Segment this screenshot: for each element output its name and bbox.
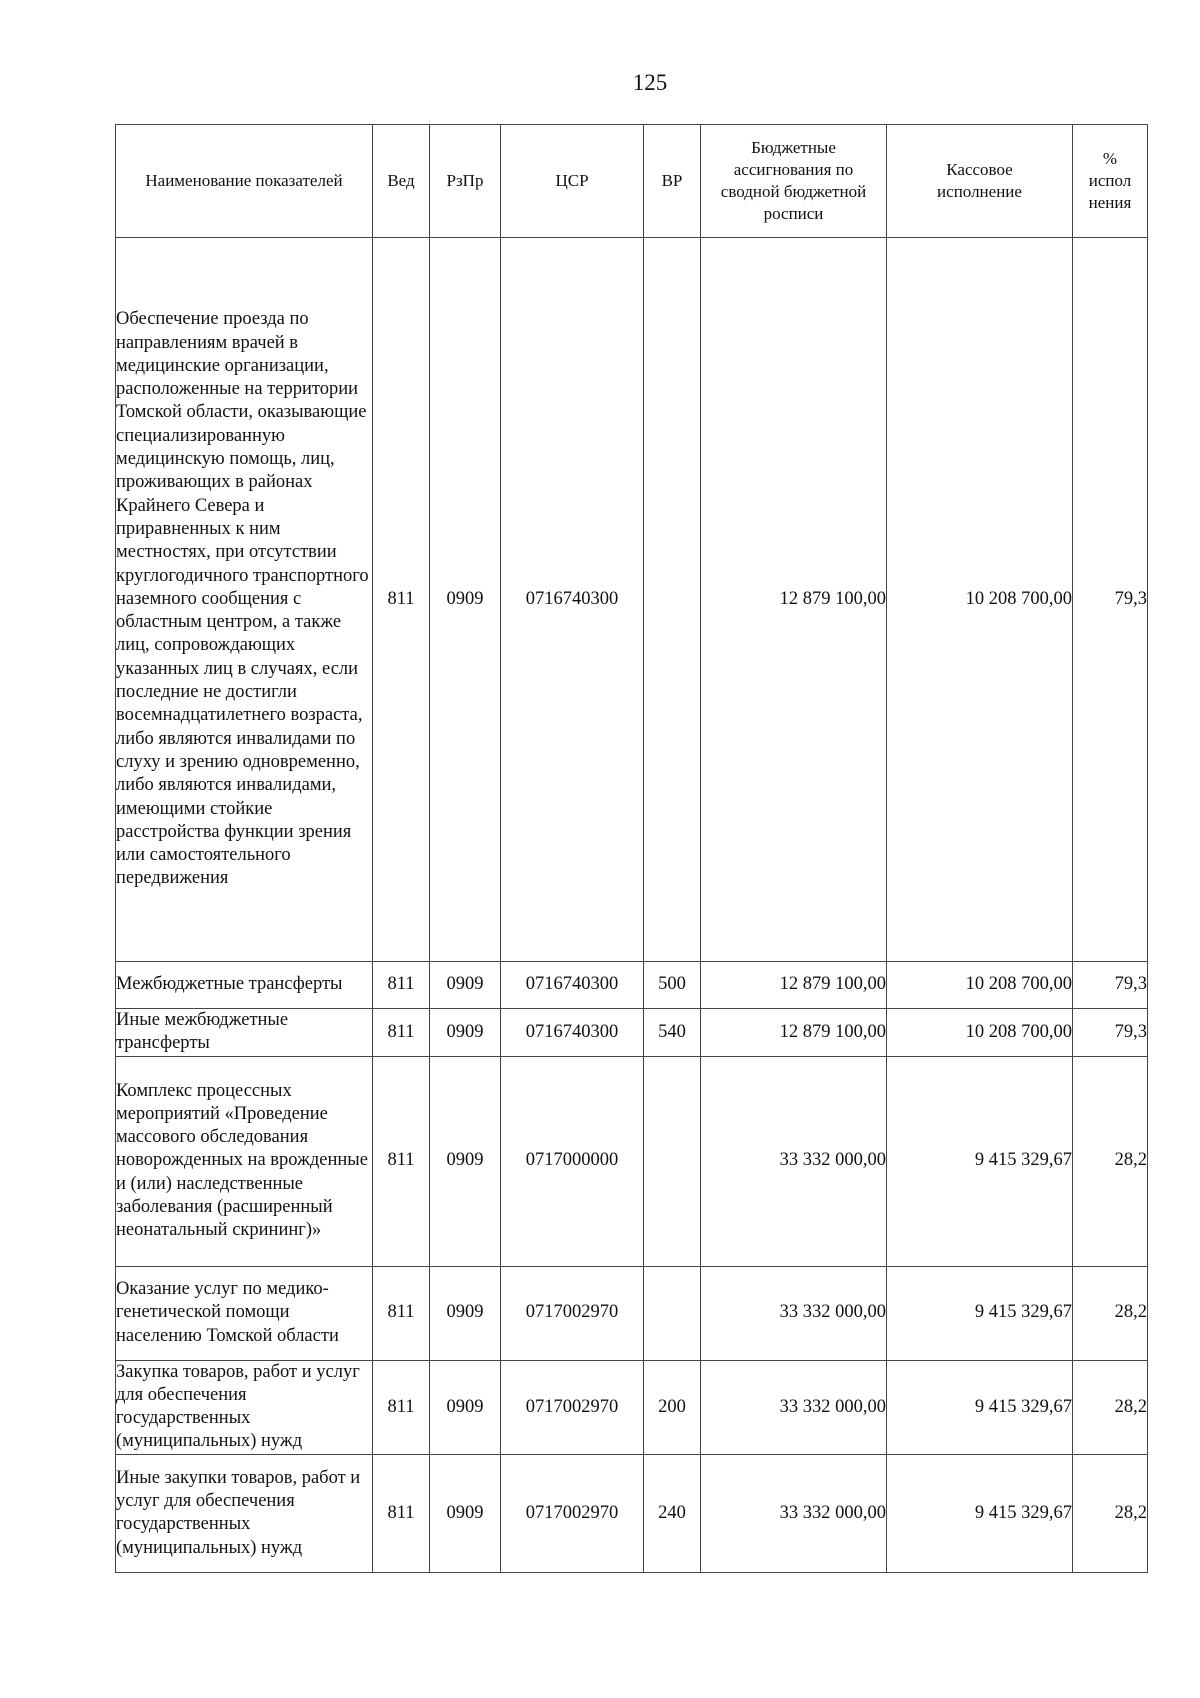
row-vr: 500 (644, 962, 701, 1009)
row-cash: 9 415 329,67 (887, 1360, 1073, 1454)
row-rzpr: 0909 (430, 238, 501, 962)
row-cash: 10 208 700,00 (887, 1009, 1073, 1057)
header-budget: Бюджетные ассигнования по сводной бюджетной росписи (701, 125, 887, 238)
header-rzpr: РзПр (430, 125, 501, 238)
row-percent: 28,2 (1073, 1454, 1148, 1572)
row-ved: 811 (373, 1009, 430, 1057)
row-rzpr: 0909 (430, 1056, 501, 1266)
row-budget: 12 879 100,00 (701, 962, 887, 1009)
row-rzpr: 0909 (430, 962, 501, 1009)
table-row (116, 1009, 1148, 1057)
row-ved: 811 (373, 1360, 430, 1454)
row-csr: 0716740300 (501, 238, 644, 962)
row-csr: 0717002970 (501, 1360, 644, 1454)
row-percent: 79,3 (1073, 962, 1148, 1009)
row-name: Межбюджетные трансферты (116, 962, 373, 1009)
row-csr: 0716740300 (501, 1009, 644, 1057)
row-ved: 811 (373, 1266, 430, 1360)
row-ved: 811 (373, 962, 430, 1009)
row-vr (644, 1056, 701, 1266)
row-budget: 12 879 100,00 (701, 238, 887, 962)
row-ved: 811 (373, 1056, 430, 1266)
row-vr (644, 1266, 701, 1360)
budget-execution-table (115, 124, 1148, 1573)
table-header-row (116, 125, 1148, 238)
row-cash: 10 208 700,00 (887, 962, 1073, 1009)
row-percent: 79,3 (1073, 1009, 1148, 1057)
row-vr (644, 238, 701, 962)
header-name: Наименование показателей (116, 125, 373, 238)
row-cash: 10 208 700,00 (887, 238, 1073, 962)
row-vr: 240 (644, 1454, 701, 1572)
row-csr: 0717002970 (501, 1454, 644, 1572)
table-row (116, 238, 1148, 962)
row-ved: 811 (373, 1454, 430, 1572)
table-row (116, 1056, 1148, 1266)
row-budget: 12 879 100,00 (701, 1009, 887, 1057)
row-vr: 200 (644, 1360, 701, 1454)
row-rzpr: 0909 (430, 1454, 501, 1572)
table-row (116, 1266, 1148, 1360)
row-name: Иные межбюджетные трансферты (116, 1009, 373, 1057)
row-budget: 33 332 000,00 (701, 1266, 887, 1360)
row-cash: 9 415 329,67 (887, 1266, 1073, 1360)
row-percent: 28,2 (1073, 1266, 1148, 1360)
row-rzpr: 0909 (430, 1266, 501, 1360)
row-ved: 811 (373, 238, 430, 962)
row-name: Обеспечение проезда по направлениям врачей в медицинские организации, расположенные на территории Томской области, оказывающие специализированную медицинскую помощь, лиц, проживающих в районах Крайнего Севера и приравненных к ним местностях, при отсутствии круглогодичного транспортного наземного сообщения с областным центром, а также лиц, сопровождающих указанных лиц в случаях, если последние не достигли восемнадцатилетнего возраста, либо являются инвалидами по слуху и зрению одновременно, либо являются инвалидами, имеющими стойкие расстройства функции зрения или самостоятельного передвижения (116, 238, 373, 962)
row-csr: 0717002970 (501, 1266, 644, 1360)
row-csr: 0716740300 (501, 962, 644, 1009)
header-csr: ЦСР (501, 125, 644, 238)
row-csr: 0717000000 (501, 1056, 644, 1266)
row-budget: 33 332 000,00 (701, 1056, 887, 1266)
header-ved: Вед (373, 125, 430, 238)
header-percent: % испол нения (1073, 125, 1148, 238)
row-cash: 9 415 329,67 (887, 1056, 1073, 1266)
row-percent: 28,2 (1073, 1056, 1148, 1266)
table-row (116, 1360, 1148, 1454)
row-name: Комплекс процессных мероприятий «Проведение массового обследования новорожденных на врожденные и (или) наследственные заболевания (расширенный неонатальный скрининг)» (116, 1056, 373, 1266)
row-rzpr: 0909 (430, 1360, 501, 1454)
page-number: 125 (632, 70, 668, 95)
row-percent: 79,3 (1073, 238, 1148, 962)
row-name: Оказание услуг по медико-генетической помощи населению Томской области (116, 1266, 373, 1360)
row-budget: 33 332 000,00 (701, 1360, 887, 1454)
header-vr: ВР (644, 125, 701, 238)
row-rzpr: 0909 (430, 1009, 501, 1057)
row-cash: 9 415 329,67 (887, 1454, 1073, 1572)
row-budget: 33 332 000,00 (701, 1454, 887, 1572)
row-name: Закупка товаров, работ и услуг для обеспечения государственных (муниципальных) нужд (116, 1360, 373, 1454)
row-vr: 540 (644, 1009, 701, 1057)
header-cash: Кассовое исполнение (887, 125, 1073, 238)
table-row (116, 1454, 1148, 1572)
row-percent: 28,2 (1073, 1360, 1148, 1454)
table-row (116, 962, 1148, 1009)
row-name: Иные закупки товаров, работ и услуг для обеспечения государственных (муниципальных) нужд (116, 1454, 373, 1572)
